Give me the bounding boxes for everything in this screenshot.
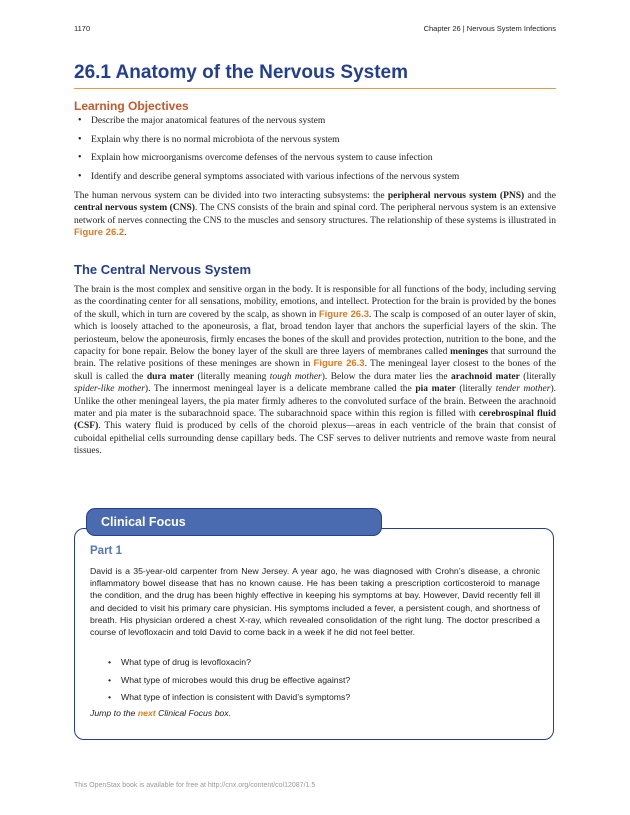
next-clinical-focus-link[interactable]: next	[137, 708, 156, 718]
learning-objectives-heading: Learning Objectives	[74, 99, 189, 113]
page-number: 1170	[74, 24, 91, 33]
text-run: .	[124, 228, 127, 239]
text-run: . The scalp is composed of an outer layer of skin, which is loosely attached to the aponeurosis, a flat, broad tendon layer that anchors the superficial layers of the skin. The periosteum, below the aponeurosis, firmly encases the bones of the skull and provides protection, nutrition to the bone, and the capacity for bone repair. Below the boney layer of the skull are three layers of membranes called	[74, 309, 557, 358]
text-run: The human nervous system can be divided into two interacting subsystems: the	[74, 191, 388, 201]
text-run: . The meningeal layer closest to the bones of the skull is called the	[74, 359, 556, 382]
term-pns: peripheral nervous system (PNS)	[387, 191, 525, 201]
section-title: 26.1 Anatomy of the Nervous System	[74, 62, 409, 83]
title-divider	[74, 88, 556, 89]
term-cns: central nervous system (CNS)	[74, 203, 195, 214]
jump-to-next-text	[90, 708, 231, 718]
text-run: ). Unlike the other meningeal layers, the pia mater firmly adheres to the convoluted surface of the brain. Between the arachnoid mater and pia mater is the subarachnoid space. The subarachnoid space within this region is filled with	[74, 384, 557, 420]
clinical-focus-tab: Clinical Focus	[86, 508, 382, 536]
term-csf: cerebrospinal fluid (CSF)	[74, 409, 556, 432]
question-item: • What type of drug is levofloxacin?	[90, 656, 530, 668]
translation-dura: tough mother	[269, 371, 322, 382]
cns-heading: The Central Nervous System	[74, 262, 252, 277]
objective-item: • Describe the major anatomical features of the nervous system	[74, 115, 556, 127]
text-run: . This watery fluid is produced by cells of the choroid plexus—areas in each ventricle of the brain that consist of cuboidal epithelial cells surrounding dense capillary beds. The CSF serves to deliver nutrients and remove waste from neural tissues.	[74, 421, 556, 457]
learning-objectives-list	[74, 115, 556, 190]
cns-paragraph	[74, 284, 556, 458]
intro-paragraph	[74, 190, 556, 240]
clinical-focus-text: David is a 35-year-old carpenter from New Jersey. A year ago, he was diagnosed with Crohn’s disease, a chronic inflammatory bowel disease that has no known cause. He has been taking a prescription corticosteroid to manage the condition, and the drug has been highly effective in keeping his symptoms at bay. However, David recently fell ill and decided to visit his primary care physician. His symptoms included a fever, a persistent cough, and shortness of breath. His physician ordered a chest X-ray, which revealed consolidation of the right lung. The doctor prescribed a course of levofloxacin and told David to come back in a week if he did not feel better.	[90, 566, 540, 638]
figure-26-3-link[interactable]: Figure 26.3	[313, 358, 365, 370]
term-meninges: meninges	[450, 347, 489, 358]
text-run: ). The innermost meningeal layer is a delicate membrane called the	[144, 384, 416, 395]
objective-item: • Explain how microorganisms overcome defenses of the nervous system to cause infection	[74, 152, 556, 164]
figure-26-2-link[interactable]: Figure 26.2	[74, 227, 125, 239]
text-run: Jump to the	[90, 708, 138, 718]
clinical-focus-part-title: Part 1	[90, 545, 122, 557]
text-run: ). Below the dura mater lies the	[321, 371, 451, 382]
objective-item: • Explain why there is no normal microbiota of the nervous system	[74, 134, 556, 146]
text-run: (literally	[455, 384, 496, 395]
text-run: (literally	[519, 371, 556, 382]
translation-arachnoid: spider-like mother	[74, 384, 145, 395]
figure-26-3-link[interactable]: Figure 26.3	[318, 308, 370, 320]
footer-text: This OpenStax book is available for free at http://cnx.org/content/col12087/1.5	[74, 782, 316, 789]
objective-item: • Identify and describe general symptoms associated with various infections of the nervous system	[74, 171, 556, 183]
question-item: • What type of infection is consistent with David’s symptoms?	[90, 691, 530, 703]
text-run: Clinical Focus box.	[155, 708, 232, 718]
text-run: that surround the brain. The relative positions of these meninges are shown in	[74, 347, 556, 370]
text-run: (literally meaning	[194, 371, 270, 382]
term-pia-mater: pia mater	[415, 384, 456, 395]
chapter-header: Chapter 26 | Nervous System Infections	[423, 24, 556, 33]
text-run: . The CNS consists of the brain and spinal cord. The peripheral nervous system is an extensive network of nerves connecting the CNS to the muscles and sensory structures. The relationship of these systems is illustrated in	[74, 203, 556, 226]
term-dura-mater: dura mater	[146, 371, 195, 382]
text-run: The brain is the most complex and sensitive organ in the body. It is responsible for all functions of the body, including serving as the coordinating center for all sensations, mobility, emotions, and intellect. Protection for the brain is provided by the bones of the skull, which in turn are covered by the scalp, as shown in	[74, 285, 556, 320]
translation-pia: tender mother	[495, 384, 551, 395]
clinical-focus-questions	[90, 656, 530, 709]
term-arachnoid-mater: arachnoid mater	[450, 371, 520, 382]
text-run: and the	[524, 191, 557, 201]
question-item: • What type of microbes would this drug be effective against?	[90, 674, 530, 686]
